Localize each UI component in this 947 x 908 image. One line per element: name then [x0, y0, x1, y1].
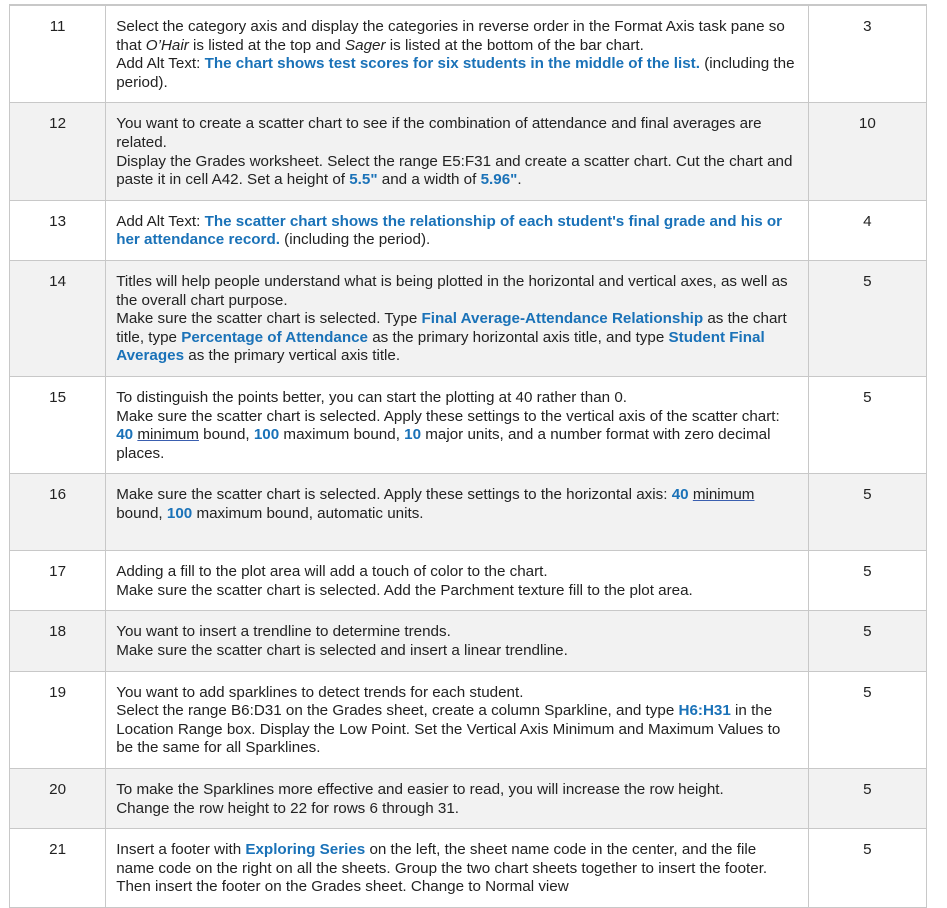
highlighted-text: Student Final Averages: [116, 328, 765, 365]
highlighted-text: 100: [166, 504, 193, 522]
instructions-table-body: [10, 6, 927, 908]
description-line: [116, 408, 798, 464]
text-segment: bound,: [116, 504, 167, 522]
step-row-20: [10, 769, 927, 829]
step-description: [106, 551, 809, 611]
text-segment: Adding a fill to the plot area will add a touch of color to the chart.: [116, 563, 548, 581]
description-line: [116, 115, 798, 152]
description-line: [116, 18, 798, 55]
step-description: [106, 376, 809, 473]
step-description: [106, 474, 809, 551]
step-points: 4: [808, 200, 926, 260]
description-line: [116, 153, 798, 190]
description-line: [116, 582, 798, 601]
step-row-21: [10, 829, 927, 908]
highlighted-text: Final Average-Attendance Relationship: [421, 310, 704, 328]
step-points: 5: [808, 474, 926, 551]
text-segment: Select the range B6:D31 on the Grades sheet, create a column Sparkline, and type: [116, 702, 679, 720]
text-segment: bound,: [198, 426, 254, 444]
description-line: [116, 702, 798, 758]
step-row-15: [10, 376, 927, 473]
step-points: 5: [808, 671, 926, 768]
text-segment: in the Location Range box. Display the Low Point. Set the Vertical Axis Minimum and Maximum Values to be the same for all Sparklines.: [116, 702, 781, 757]
description-line: [116, 310, 798, 366]
step-number: 19: [10, 671, 106, 768]
step-number: 17: [10, 551, 106, 611]
text-segment: (including the period).: [279, 231, 431, 249]
text-segment: on the left, the sheet name code in the center, and the file name code on the right on all the sheets. Group the two chart sheets together to insert the footer. Then insert the footer on the Grades sheet. Change to Normal view: [116, 841, 768, 896]
highlighted-text: 40: [116, 426, 134, 444]
step-row-17: [10, 551, 927, 611]
text-segment: is listed at the top and: [188, 36, 346, 54]
step-number: 20: [10, 769, 106, 829]
italic-text: O’Hair: [145, 36, 189, 54]
text-segment: Make sure the scatter chart is selected and insert a linear trendline.: [116, 642, 568, 660]
step-number: 18: [10, 611, 106, 671]
step-points: 5: [808, 829, 926, 908]
description-line: [116, 684, 798, 703]
step-points: 5: [808, 551, 926, 611]
step-row-14: [10, 260, 927, 376]
text-segment: as the primary vertical axis title.: [184, 347, 401, 365]
step-description: [106, 829, 809, 908]
text-segment: Make sure the scatter chart is selected. Add the Parchment texture fill to the plot area.: [116, 581, 693, 599]
text-segment: Add Alt Text:: [116, 55, 205, 73]
text-segment: major units, and a number format with zero decimal places.: [116, 426, 771, 462]
step-number: 13: [10, 200, 106, 260]
highlighted-text: Percentage of Attendance: [181, 328, 368, 346]
step-description: [106, 6, 809, 103]
description-line: [116, 389, 798, 408]
step-number: 12: [10, 103, 106, 200]
text-segment: Select the category axis and display the categories in reverse order in the Format Axis task pane so that: [116, 18, 785, 54]
highlighted-text: 5.96": [480, 171, 518, 189]
highlighted-text: H6:H31: [678, 702, 731, 720]
step-description: [106, 671, 809, 768]
highlighted-text: Exploring Series: [245, 841, 366, 859]
step-row-13: [10, 200, 927, 260]
text-segment: Make sure the scatter chart is selected. Type: [116, 310, 422, 328]
highlighted-text: 10: [404, 426, 422, 444]
highlighted-text: The chart shows test scores for six students in the middle of the list.: [204, 55, 700, 73]
step-number: 16: [10, 474, 106, 551]
text-segment: Change the row height to 22 for rows 6 through 31.: [116, 799, 459, 817]
text-segment: as the primary horizontal axis title, and type: [368, 328, 669, 346]
text-segment: maximum bound, automatic units.: [192, 504, 424, 522]
step-row-11: [10, 6, 927, 103]
step-points: 5: [808, 260, 926, 376]
underlined-text: minimum: [137, 426, 199, 444]
step-row-18: [10, 611, 927, 671]
step-description: [106, 769, 809, 829]
text-segment: Insert a footer with: [116, 841, 246, 859]
text-segment: as the chart title, type: [116, 310, 787, 346]
text-segment: To make the Sparklines more effective and easier to read, you will increase the row height.: [116, 781, 724, 799]
highlighted-text: 5.5": [349, 171, 378, 189]
step-description: [106, 260, 809, 376]
highlighted-text: 40: [671, 486, 689, 504]
text-segment: Add Alt Text:: [116, 212, 205, 230]
highlighted-text: 100: [253, 426, 280, 444]
text-segment: Make sure the scatter chart is selected. Apply these settings to the vertical axis of the scatter chart:: [116, 407, 780, 425]
text-segment: You want to add sparklines to detect trends for each student.: [116, 683, 524, 701]
step-description: [106, 611, 809, 671]
text-segment: Display the Grades worksheet. Select the range E5:F31 and create a scatter chart. Cut the chart and paste it in cell A42. Set a height of: [116, 152, 793, 189]
text-segment: You want to insert a trendline to determine trends.: [116, 623, 451, 641]
step-points: 10: [808, 103, 926, 200]
text-segment: Make sure the scatter chart is selected. Apply these settings to the horizontal axis:: [116, 486, 672, 504]
step-points: 5: [808, 769, 926, 829]
text-segment: is listed at the bottom of the bar chart.: [385, 36, 644, 54]
description-line: [116, 273, 798, 310]
italic-text: Sager: [345, 36, 386, 54]
step-description: [106, 200, 809, 260]
description-line: [116, 841, 798, 897]
step-number: 11: [10, 6, 106, 103]
step-points: 5: [808, 611, 926, 671]
text-segment: and a width of: [377, 171, 481, 189]
step-points: 5: [808, 376, 926, 473]
text-segment: You want to create a scatter chart to see if the combination of attendance and final averages are related.: [116, 115, 762, 151]
description-line: [116, 623, 798, 642]
step-number: 21: [10, 829, 106, 908]
step-row-12: [10, 103, 927, 200]
text-segment: Titles will help people understand what is being plotted in the horizontal and vertical axes, as well as the overall chart purpose.: [116, 272, 788, 309]
description-line: [116, 800, 798, 819]
text-segment: (including the period).: [116, 55, 795, 91]
highlighted-text: The scatter chart shows the relationship of each student's final grade and his or her attendance record.: [116, 212, 783, 249]
step-number: 14: [10, 260, 106, 376]
description-line: [116, 781, 798, 800]
step-row-19: [10, 671, 927, 768]
description-line: [116, 55, 798, 92]
text-segment: .: [517, 171, 522, 189]
text-segment: maximum bound,: [279, 426, 405, 444]
step-number: 15: [10, 376, 106, 473]
description-line: [116, 563, 798, 582]
description-line: [116, 213, 798, 250]
underlined-text: minimum: [692, 486, 755, 504]
step-description: [106, 103, 809, 200]
step-row-16: [10, 474, 927, 551]
instructions-table: [9, 5, 927, 908]
step-points: 3: [808, 6, 926, 103]
text-segment: To distinguish the points better, you can start the plotting at 40 rather than 0.: [116, 388, 627, 406]
description-line: [116, 486, 798, 523]
description-line: [116, 642, 798, 661]
